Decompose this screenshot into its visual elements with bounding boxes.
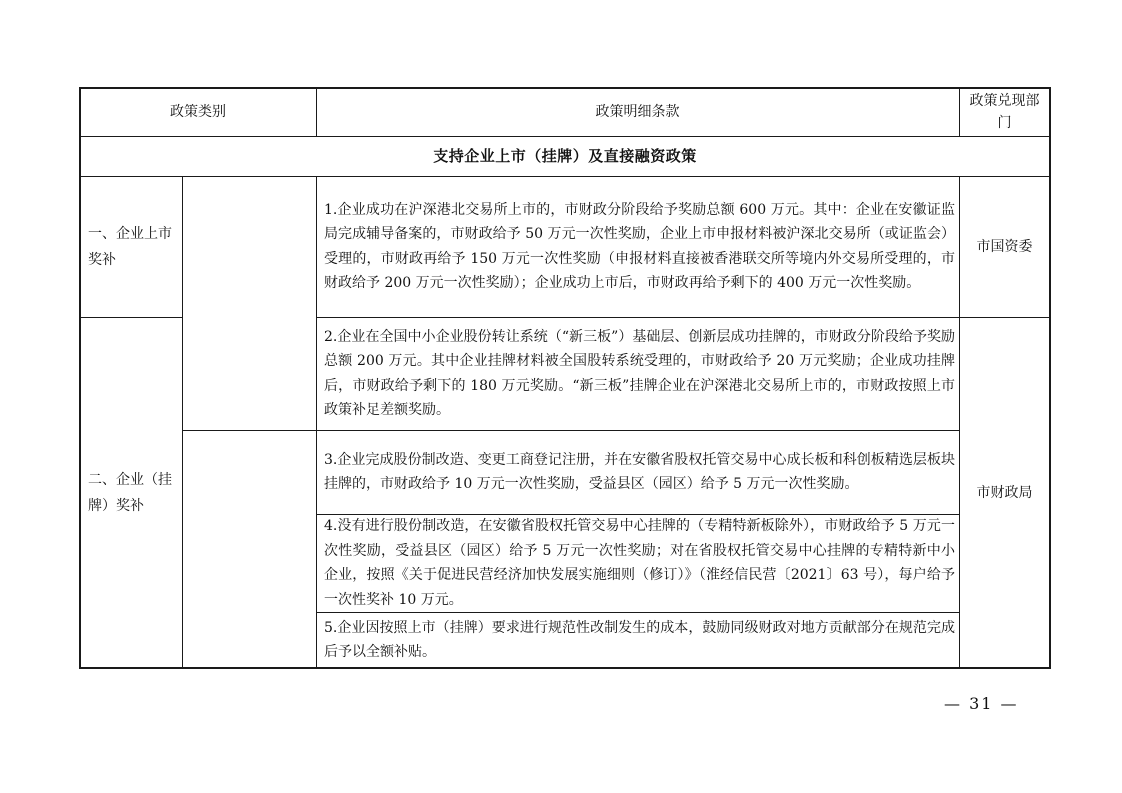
header-details: 政策明细条款	[595, 104, 680, 120]
policy-item: 4.没有进行股份制改造，在安徽省股权托管交易中心挂牌的（专精特新板除外），市财政给予 5 万元一次性奖励，受益县区（园区）给予 5 万元一次性奖励；对在省股权托管交易中心挂牌的专精特新中小企业，按照《关于促进民营经济加快发展实施细则（修订）》（淮经信民营〔2021〕63 号），每户给予一次性奖补 10 万元。	[324, 518, 955, 608]
policy-item: 5.企业因按照上市（挂牌）要求进行规范性改制发生的成本，鼓励同级财政对地方贡献部分在规范完成后予以全额补贴。	[324, 619, 955, 660]
table-rule	[182, 430, 959, 431]
table-border	[79, 667, 1051, 669]
table-border	[79, 87, 1051, 89]
section-title: 支持企业上市（挂牌）及直接融资政策	[433, 147, 697, 165]
category-listing-subsidy: 一、企业上市奖补	[88, 225, 172, 268]
policy-item: 3.企业完成股份制改造、变更工商登记注册，并在安徽省股权托管交易中心成长板和科创板精选层板块挂牌的，市财政给予 10 万元一次性奖励，受益县区（园区）给予 5 万元一次性奖励。	[324, 451, 955, 492]
table-rule	[316, 176, 317, 668]
policy-item: 1.企业成功在沪深港北交易所上市的，市财政分阶段给予奖励总额 600 万元。其中：企业在安徽证监局完成辅导备案的，市财政给予 50 万元一次性奖励，企业上市申报材料被沪深北交易所（或证监会）受理的，市财政再给予 150 万元一次性奖励（申报材料直接被香港联交所等境内外交易所受理的，市财政给予 200 万元一次性奖励）；企业成功上市后，市财政再给予剩下的 400 万元一次性奖励。	[324, 201, 955, 291]
table-rule	[316, 612, 959, 613]
table-border	[1049, 87, 1051, 669]
table-rule	[182, 176, 183, 668]
policy-item: 2.企业在全国中小企业股份转让系统（“新三板”）基础层、创新层成功挂牌的，市财政分阶段给予奖励总额 200 万元。其中企业挂牌材料被全国股转系统受理的，市财政给予 20 万元奖励；企业成功挂牌后，市财政给予剩下的 180 万元奖励。“新三板”挂牌企业在沪深港北交易所上市的，市财政按照上市政策补足差额奖励。	[324, 328, 955, 418]
table-rule	[959, 176, 960, 668]
table-rule	[316, 88, 317, 136]
table-rule	[80, 176, 1050, 177]
department-sasac: 市国资委	[976, 238, 1033, 255]
table-rule	[80, 136, 1050, 137]
subcategory-cell-empty	[182, 430, 316, 668]
subcategory-cell-empty	[182, 176, 316, 430]
header-dept: 政策兑现部门	[969, 93, 1040, 131]
page-number: — 31 —	[944, 694, 1019, 713]
table-rule	[80, 317, 182, 318]
table-rule	[959, 88, 960, 136]
table-rule	[316, 317, 1050, 318]
header-category: 政策类别	[170, 104, 226, 120]
department-finance-bureau: 市财政局	[976, 484, 1033, 501]
table-border	[79, 87, 81, 669]
category-board-subsidy: 二、企业（挂牌）奖补	[88, 471, 172, 514]
table-rule	[316, 514, 959, 515]
